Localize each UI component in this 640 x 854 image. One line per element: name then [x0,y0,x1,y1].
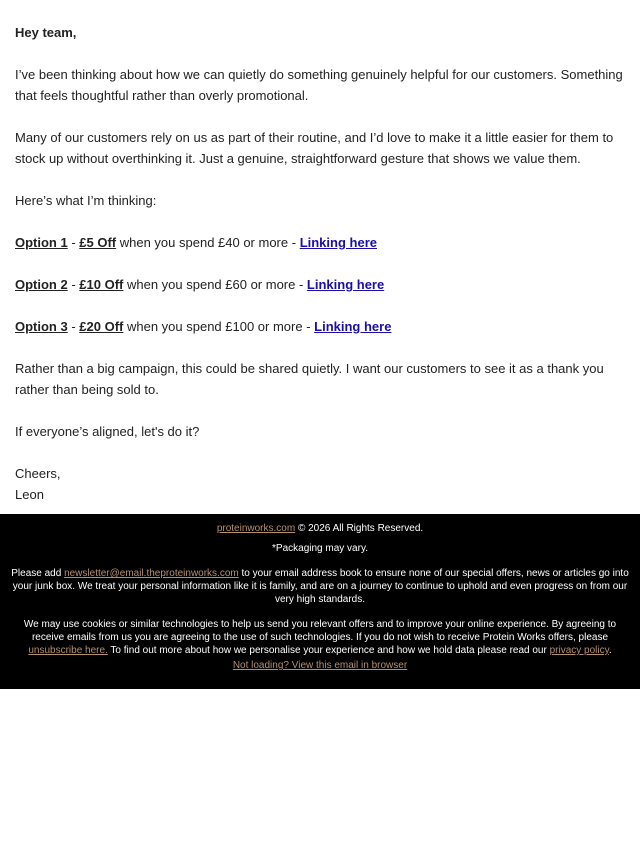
view-in-browser-link[interactable]: Not loading? View this email in browser [232,660,408,671]
option-1 [15,232,625,253]
address-book-suffix: to your email address book to ensure none of our special offers, news or articles go into your junk box. We treat your personal information like it is family, and are on a journey to continue to uphold and even progress on from our very high standards. [12,568,629,605]
intro-paragraph: I’ve been thinking about how we can quietly do something genuinely helpful for our customers. Something that feels thoughtful rather than overly promotional. [15,67,623,103]
option-label: Option 1 [15,235,68,250]
option-discount: £5 Off [79,235,117,250]
cookie-notice [8,618,632,657]
copyright-line [8,522,632,535]
option-condition: when you spend £40 or more - [116,235,300,250]
unsubscribe-link[interactable]: unsubscribe here. [28,645,108,656]
option-condition: when you spend £100 or more - [123,319,315,334]
packaging-note: *Packaging may vary. [272,543,368,554]
option-1-link[interactable]: Linking here [299,235,377,250]
option-2 [15,274,625,295]
option-label: Option 2 [15,277,68,292]
browser-line [8,659,632,672]
option-separator: - [67,235,80,250]
option-condition: when you spend £60 or more - [123,277,307,292]
aligned-paragraph: If everyone’s aligned, let's do it? [15,424,200,439]
data-text: To find out more about how we personalise your experience and how we hold data please read our [107,645,550,656]
option-label: Option 3 [15,319,68,334]
copyright-text: © 2026 All Rights Reserved. [295,523,424,534]
greeting: Hey team, [15,25,77,40]
routine-paragraph: Many of our customers rely on us as part of their routine, and I’d love to make it a little easier for them to stock up without overthinking it. Just a genuine, straightforward gesture that shows we value them. [15,130,614,166]
option-3-link[interactable]: Linking here [314,319,392,334]
option-discount: £20 Off [79,319,124,334]
signature: Leon [15,487,44,502]
signoff: Cheers, [15,466,61,481]
email-footer [0,514,640,689]
address-book-notice [8,567,632,606]
cookie-text: We may use cookies or similar technologies to help us send you relevant offers and to improve your online experience. By agreeing to receive emails from us you are agreeing to the use of such technologies. If you do not wish to receive Protein Works offers, please [23,619,617,643]
campaign-paragraph: Rather than a big campaign, this could be shared quietly. I want our customers to see it as a thank you rather than being sold to. [15,361,604,397]
site-link[interactable]: proteinworks.com [216,523,296,534]
option-separator: - [67,319,80,334]
option-discount: £10 Off [79,277,124,292]
thinking-paragraph: Here’s what I’m thinking: [15,193,157,208]
privacy-policy-link[interactable]: privacy policy [549,645,609,656]
option-separator: - [67,277,80,292]
address-book-prefix: Please add [11,568,65,579]
option-2-link[interactable]: Linking here [306,277,385,292]
newsletter-email-link[interactable]: newsletter@email.theproteinworks.com [64,568,239,579]
privacy-end: . [608,645,612,656]
option-3 [15,316,625,337]
